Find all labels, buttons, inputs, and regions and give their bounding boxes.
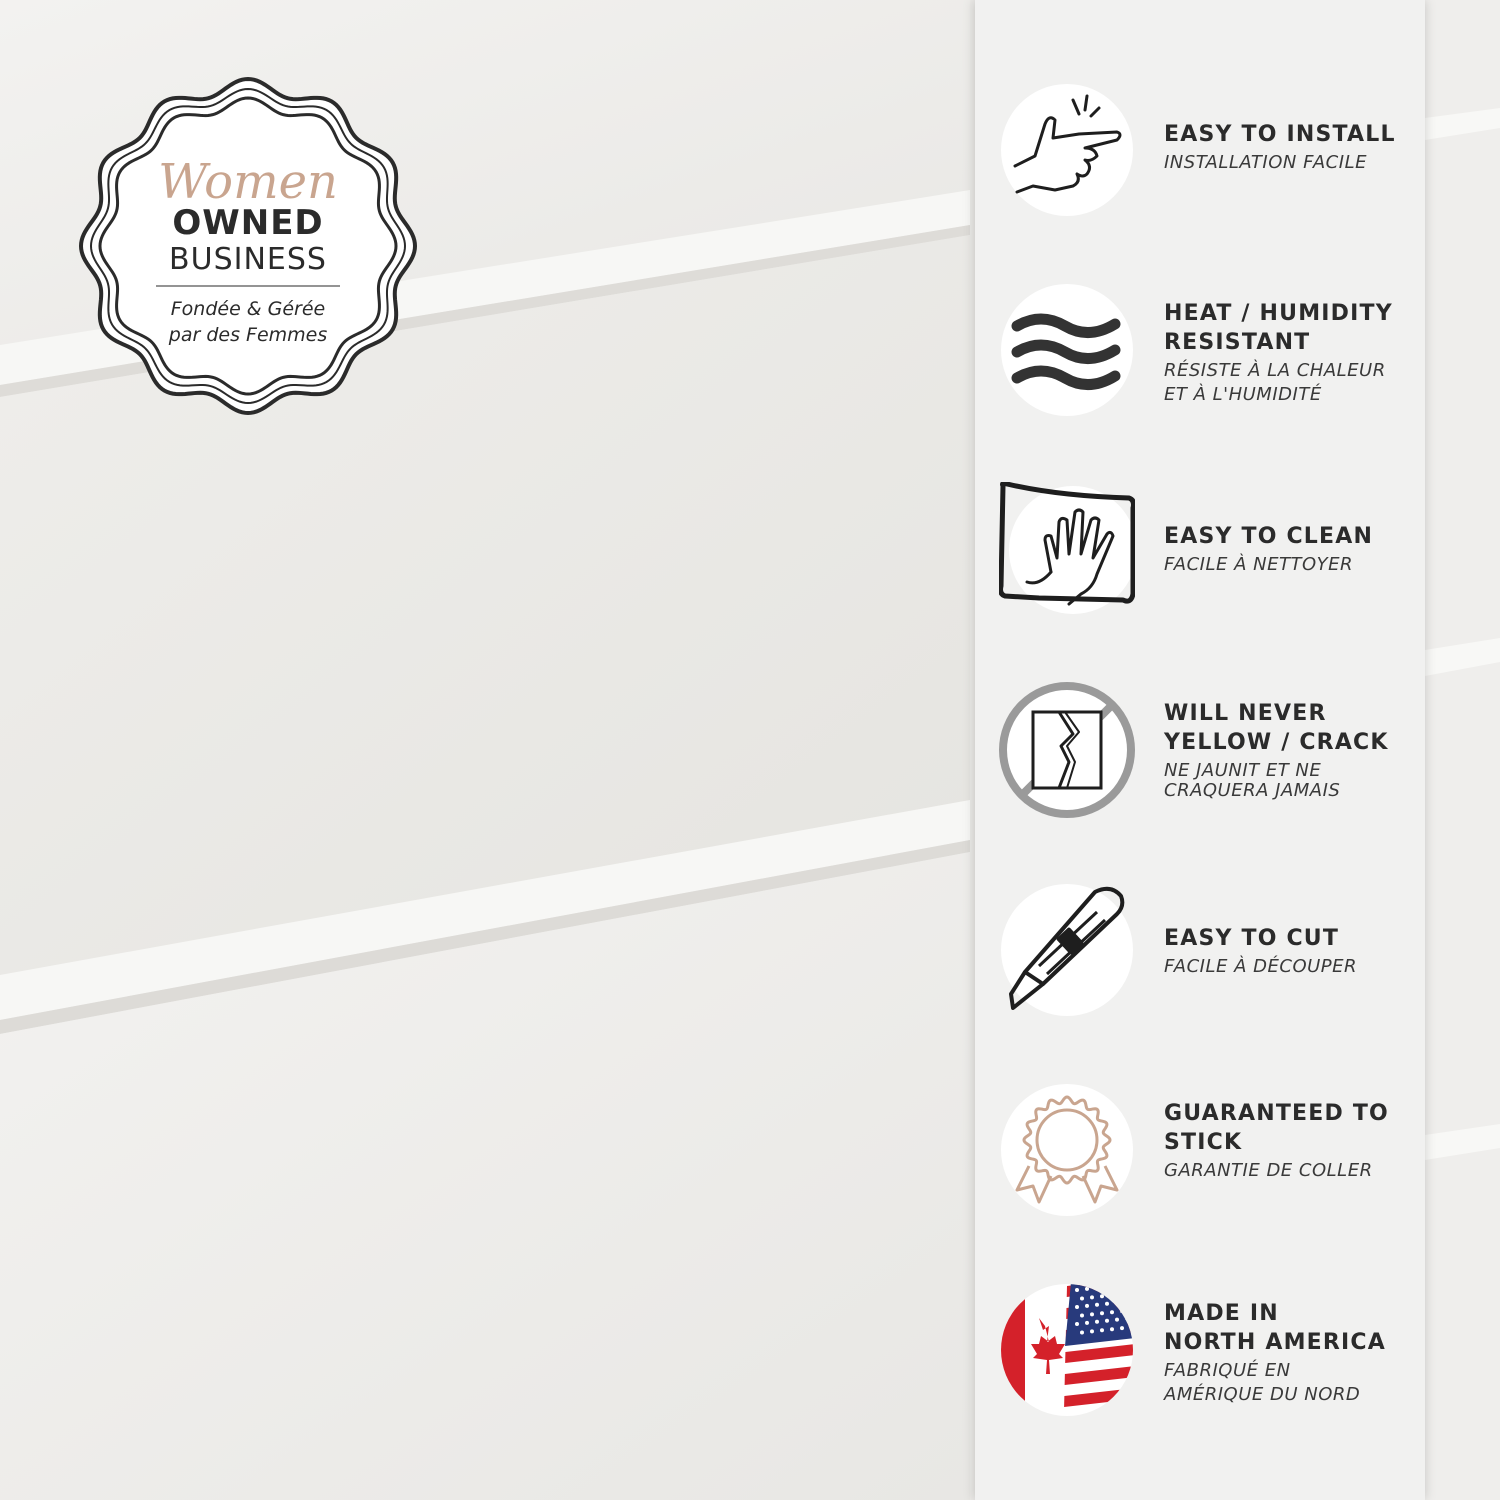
feature-subtitle-line1: NE JAUNIT ET NE bbox=[1164, 760, 1322, 781]
feature-title-line1: HEAT / HUMIDITY bbox=[1164, 301, 1393, 326]
feature-title-line2: YELLOW / CRACK bbox=[1164, 730, 1389, 755]
badge-fr-line1: Fondée & Gérée bbox=[170, 298, 326, 320]
feature-title-line2: RESISTANT bbox=[1164, 330, 1311, 355]
feature-subtitle: FACILE À NETTOYER bbox=[1164, 554, 1354, 575]
feature-subtitle: GARANTIE DE COLLER bbox=[1164, 1160, 1373, 1181]
feature-subtitle-line2: ET À L'HUMIDITÉ bbox=[1164, 384, 1322, 405]
feature-title: EASY TO CUT bbox=[1164, 926, 1340, 951]
feature-title-line2: STICK bbox=[1164, 1130, 1243, 1155]
feature-subtitle: INSTALLATION FACILE bbox=[1164, 152, 1367, 173]
badge-script-text: Women bbox=[158, 154, 338, 210]
feature-title-line1: MADE IN bbox=[1164, 1301, 1279, 1326]
feature-subtitle-line2: CRAQUERA JAMAIS bbox=[1164, 780, 1341, 801]
feature-subtitle-line1: RÉSISTE À LA CHALEUR bbox=[1164, 360, 1386, 381]
award-rosette-icon bbox=[999, 1082, 1135, 1218]
feature-title-line1: WILL NEVER bbox=[1164, 701, 1327, 726]
feature-title-line2: NORTH AMERICA bbox=[1164, 1330, 1386, 1355]
women-owned-business-badge bbox=[78, 76, 418, 416]
features-panel bbox=[975, 0, 1425, 1500]
badge-business-text: BUSINESS bbox=[169, 242, 327, 277]
feature-subtitle-line1: FABRIQUÉ EN bbox=[1164, 1360, 1291, 1381]
pointing-hand-icon bbox=[999, 82, 1135, 218]
waves-icon bbox=[999, 282, 1135, 418]
no-crack-icon bbox=[999, 682, 1135, 818]
feature-subtitle-line2: AMÉRIQUE DU NORD bbox=[1164, 1384, 1361, 1405]
feature-subtitle: FACILE À DÉCOUPER bbox=[1164, 956, 1358, 977]
feature-title-line1: GUARANTEED TO bbox=[1164, 1101, 1389, 1126]
canada-usa-flag-icon bbox=[999, 1282, 1135, 1418]
wiping-cloth-icon bbox=[999, 482, 1135, 618]
utility-knife-icon bbox=[999, 882, 1135, 1018]
badge-fr-line2: par des Femmes bbox=[168, 324, 328, 346]
feature-title: EASY TO INSTALL bbox=[1164, 122, 1396, 147]
feature-title: EASY TO CLEAN bbox=[1164, 524, 1374, 549]
badge-owned-text: OWNED bbox=[172, 203, 324, 243]
